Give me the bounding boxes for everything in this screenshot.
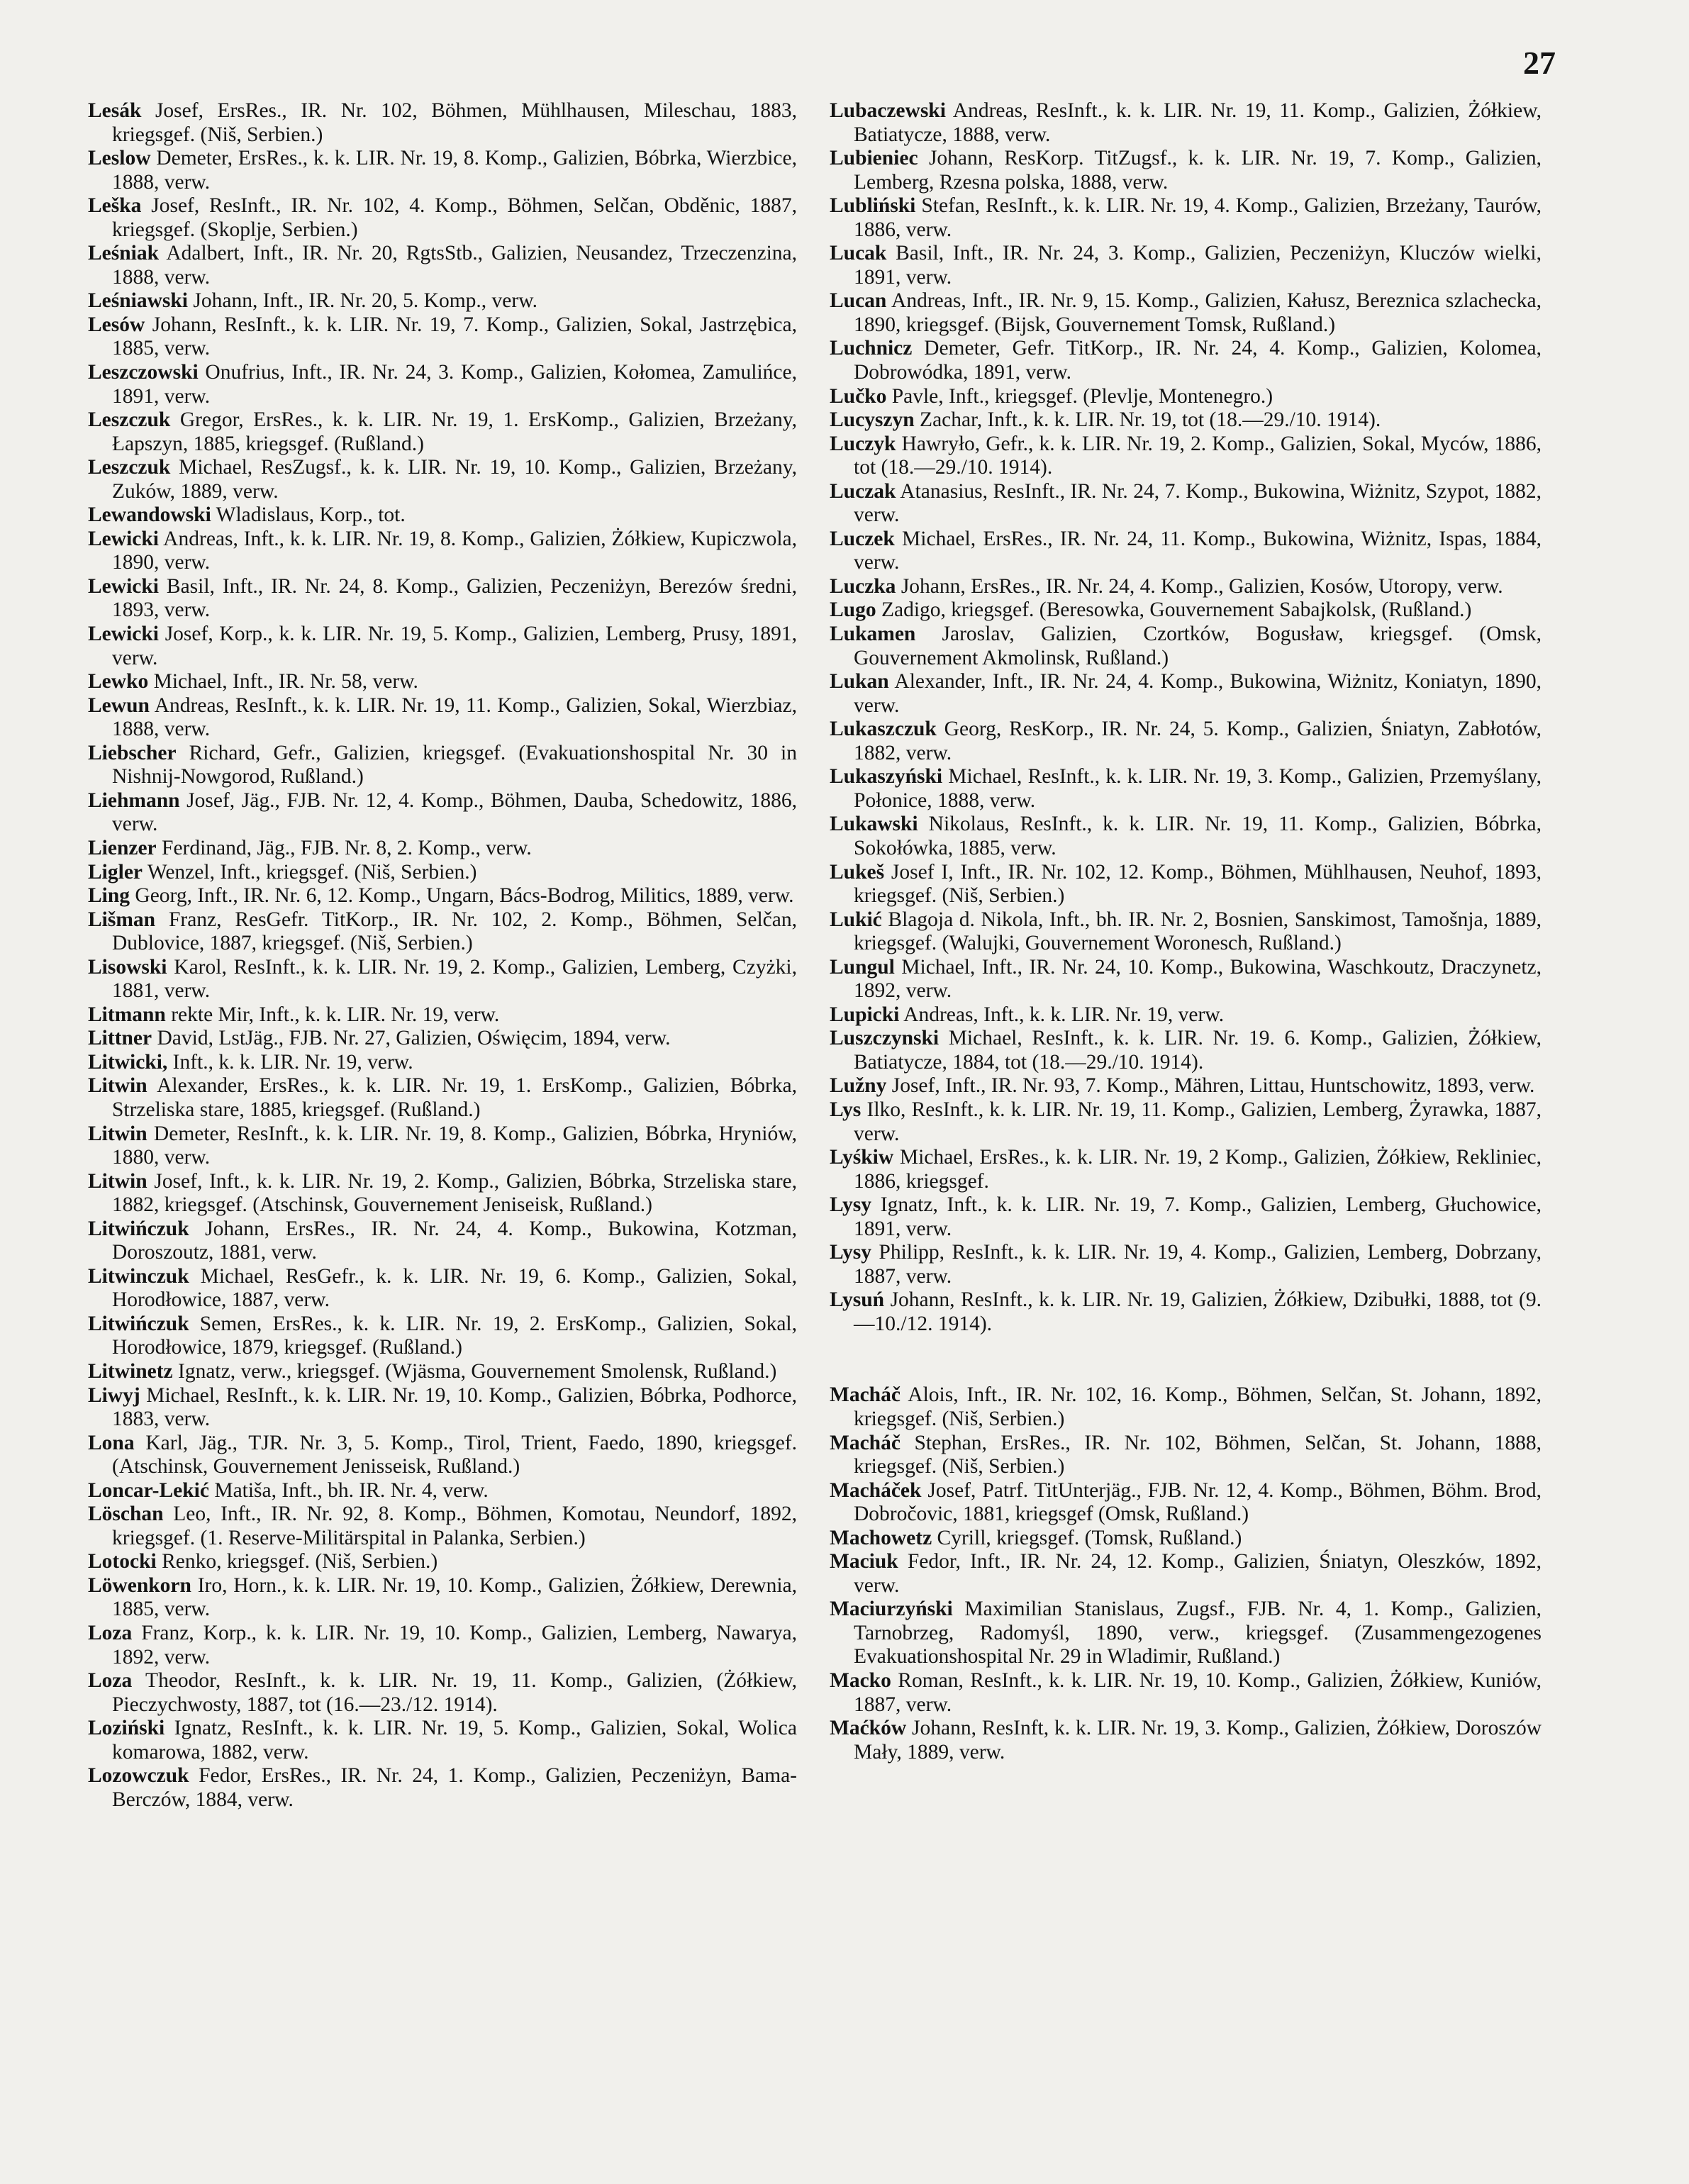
entry-text: Johann, ResKorp. TitZugsf., k. k. LIR. Nr. 19, 7. Komp., Galizien, Lemberg, Rzesna polska, 1888, verw. <box>854 147 1542 194</box>
entry-text: Michael, Inft., IR. Nr. 58, verw. <box>148 670 418 693</box>
entry-text: Nikolaus, ResInft., k. k. LIR. Nr. 19, 11. Komp., Galizien, Bóbrka, Sokołówka, 1885, verw. <box>854 813 1542 859</box>
entry-text: Onufrius, Inft., IR. Nr. 24, 3. Komp., Galizien, Kołomea, Zamulińce, 1891, verw. <box>112 361 797 408</box>
list-entry <box>88 1122 797 1170</box>
entry-name: Maciuk <box>830 1550 898 1573</box>
entry-name: Löwenkorn <box>88 1573 191 1597</box>
list-entry <box>88 908 797 956</box>
entry-name: Macháč <box>830 1383 901 1407</box>
entry-name: Lewandowski <box>88 503 211 527</box>
entry-text: Gregor, ErsRes., k. k. LIR. Nr. 19, 1. ErsKomp., Galizien, Brzeżany, Łapszyn, 1885, kriegsgef. (Rußland.) <box>112 408 797 455</box>
list-entry <box>88 1479 797 1503</box>
entry-text: Andreas, Inft., k. k. LIR. Nr. 19, 8. Komp., Galizien, Żółkiew, Kupiczwola, 1890, verw. <box>112 527 797 574</box>
list-entry <box>830 1288 1542 1336</box>
entry-text: Leo, Inft., IR. Nr. 92, 8. Komp., Böhmen, Komotau, Neundorf, 1892, kriegsgef. (1. Reserve-Militärspital in Palanka, Serbien.) <box>112 1503 797 1549</box>
list-entry <box>88 1027 797 1051</box>
list-entry <box>88 503 797 528</box>
list-entry <box>830 1003 1542 1027</box>
entry-text: Johann, ResInft., k. k. LIR. Nr. 19, 7. Komp., Galizien, Sokal, Jastrzębica, 1885, verw. <box>112 313 797 360</box>
entry-text: Alexander, Inft., IR. Nr. 24, 4. Komp., Bukowina, Wiżnitz, Koniatyn, 1890, verw. <box>854 670 1542 717</box>
entry-text: Georg, ResKorp., IR. Nr. 24, 5. Komp., Galizien, Śniatyn, Zabłotów, 1882, verw. <box>854 718 1542 764</box>
list-entry <box>830 1241 1542 1288</box>
entry-text: Johann, ErsRes., IR. Nr. 24, 4. Komp., Galizien, Kosów, Utoropy, verw. <box>896 574 1503 598</box>
list-entry <box>88 1764 797 1812</box>
entry-name: Lubaczewski <box>830 99 946 122</box>
entry-text: Renko, kriegsgef. (Niš, Serbien.) <box>156 1550 438 1573</box>
list-entry <box>830 765 1542 813</box>
entry-text: Josef, ErsRes., IR. Nr. 102, Böhmen, Mühlhausen, Mileschau, 1883, kriegsgef. (Niš, Serbien.) <box>112 99 797 146</box>
list-entry <box>88 670 797 694</box>
entry-text: Josef, Inft., k. k. LIR. Nr. 19, 2. Komp., Galizien, Bóbrka, Strzeliska stare, 1882, kriegsgef. (Atschinsk, Gouvernement Jeniseisk, Rußland.) <box>112 1169 797 1217</box>
entry-name: Luszczynski <box>830 1027 940 1050</box>
list-entry <box>88 1717 797 1764</box>
entry-text: Fedor, Inft., IR. Nr. 24, 12. Komp., Galizien, Śniatyn, Oleszków, 1892, verw. <box>854 1550 1542 1597</box>
entry-text: Alexander, ErsRes., k. k. LIR. Nr. 19, 1. ErsKomp., Galizien, Bóbrka, Strzeliska stare, 1885, kriegsgef. (Rußland.) <box>112 1074 797 1121</box>
entry-name: Leszczowski <box>88 361 199 384</box>
entry-text: Josef, Inft., IR. Nr. 93, 7. Komp., Mähren, Littau, Huntschowitz, 1893, verw. <box>886 1074 1535 1098</box>
entry-text: Philipp, ResInft., k. k. LIR. Nr. 19, 4. Komp., Galizien, Lemberg, Dobrzany, 1887, verw. <box>854 1241 1542 1288</box>
entry-text: Demeter, Gefr. TitKorp., IR. Nr. 24, 4. Komp., Galizien, Kolomea, Dobrowódka, 1891, verw. <box>854 337 1542 384</box>
entry-name: Lewko <box>88 670 149 693</box>
list-entry <box>830 1717 1542 1764</box>
entry-name: Lysy <box>830 1241 872 1264</box>
list-entry <box>88 1313 797 1360</box>
entry-text: Matiša, Inft., bh. IR. Nr. 4, verw. <box>208 1478 489 1502</box>
list-entry <box>88 884 797 908</box>
entry-text: Theodor, ResInft., k. k. LIR. Nr. 19, 11. Komp., Galizien, (Żółkiew, Pieczychwosty, 1887, tot (16.—23./12. 1914). <box>112 1669 797 1716</box>
entry-text: Michael, Inft., IR. Nr. 24, 10. Komp., Bukowina, Waschkoutz, Draczynetz, 1892, verw. <box>854 955 1542 1003</box>
entry-text: Michael, ErsRes., IR. Nr. 24, 11. Komp., Bukowina, Wiżnitz, Ispas, 1884, verw. <box>854 527 1542 574</box>
entry-name: Leszczuk <box>88 456 171 479</box>
entry-text: Semen, ErsRes., k. k. LIR. Nr. 19, 2. ErsKomp., Galizien, Sokal, Horodłowice, 1879, kriegsgef. (Rußland.) <box>112 1312 797 1359</box>
entry-name: Luchnicz <box>830 337 913 360</box>
list-entry <box>830 385 1542 409</box>
entry-name: Lesák <box>88 99 142 122</box>
list-entry <box>830 623 1542 670</box>
entry-text: Johann, Inft., IR. Nr. 20, 5. Komp., verw. <box>188 289 537 313</box>
list-entry <box>830 528 1542 575</box>
entry-text: Ilko, ResInft., k. k. LIR. Nr. 19, 11. Komp., Galizien, Lemberg, Żyrawka, 1887, verw. <box>854 1098 1542 1145</box>
list-entry <box>88 1051 797 1075</box>
list-entry <box>88 1003 797 1027</box>
entry-name: Lukaszyński <box>830 765 943 789</box>
entry-name: Lucak <box>830 242 887 265</box>
list-entry <box>830 147 1542 194</box>
entry-name: Litwicki, <box>88 1050 168 1074</box>
entry-text: Ferdinand, Jäg., FJB. Nr. 8, 2. Komp., verw. <box>156 836 532 859</box>
list-entry <box>830 670 1542 718</box>
list-entry <box>88 742 797 789</box>
list-entry <box>88 1218 797 1265</box>
entry-text: Andreas, Inft., k. k. LIR. Nr. 19, verw. <box>899 1003 1225 1026</box>
list-entry <box>88 956 797 1003</box>
list-entry <box>830 1193 1542 1241</box>
entry-name: Litwin <box>88 1122 147 1145</box>
entry-text: Michael, ErsRes., k. k. LIR. Nr. 19, 2 Komp., Galizien, Żółkiew, Rekliniec, 1886, kriegsgef. <box>854 1146 1542 1193</box>
entry-text: Roman, ResInft., k. k. LIR. Nr. 19, 10. Komp., Galizien, Żółkiew, Kuniów, 1887, verw. <box>854 1669 1542 1716</box>
list-entry <box>830 433 1542 480</box>
entry-name: Liehmann <box>88 789 180 812</box>
entry-name: Lukan <box>830 670 889 693</box>
list-entry <box>830 1527 1542 1551</box>
entry-name: Leslow <box>88 147 151 170</box>
entry-text: Georg, Inft., IR. Nr. 6, 12. Komp., Ungarn, Bács-Bodrog, Militics, 1889, verw. <box>130 884 794 908</box>
entry-name: Lubieniec <box>830 147 918 170</box>
list-entry <box>88 1074 797 1122</box>
entry-text: Wenzel, Inft., kriegsgef. (Niš, Serbien.) <box>143 860 477 884</box>
list-entry <box>830 194 1542 242</box>
entry-name: Liwyj <box>88 1383 140 1407</box>
entry-name: Luczek <box>830 527 895 550</box>
entry-text: Demeter, ErsRes., k. k. LIR. Nr. 19, 8. Komp., Galizien, Bóbrka, Wierzbice, 1888, verw. <box>112 147 797 194</box>
entry-text: Pavle, Inft., kriegsgef. (Plevlje, Montenegro.) <box>886 384 1273 408</box>
entry-text: Andreas, ResInft., k. k. LIR. Nr. 19, 11. Komp., Galizien, Żółkiew, Batiatycze, 1888, verw. <box>854 99 1542 146</box>
entry-text: Josef, ResInft., IR. Nr. 102, 4. Komp., Böhmen, Selčan, Obděnic, 1887, kriegsgef. (Skoplje, Serbien.) <box>112 194 797 241</box>
entry-text: Johann, ResInft, k. k. LIR. Nr. 19, 3. Komp., Galizien, Żółkiew, Doroszów Mały, 1889, verw. <box>854 1717 1542 1764</box>
list-entry <box>88 1503 797 1550</box>
list-entry <box>830 908 1542 956</box>
list-entry <box>88 1550 797 1574</box>
entry-name: Loza <box>88 1622 133 1644</box>
entry-name: Ling <box>88 884 130 908</box>
entry-name: Litwińczuk <box>88 1217 189 1240</box>
list-entry <box>830 1383 1542 1431</box>
list-entry <box>830 956 1542 1003</box>
entry-name: Lewicki <box>88 527 159 550</box>
entry-text: Franz, ResGefr. TitKorp., IR. Nr. 102, 2. Komp., Böhmen, Selčan, Dublovice, 1887, kriegsgef. (Niš, Serbien.) <box>112 908 797 955</box>
entry-name: Lukeš <box>830 860 885 884</box>
list-entry <box>830 1027 1542 1074</box>
list-entry <box>830 1669 1542 1717</box>
entry-name: Machowetz <box>830 1526 932 1549</box>
entry-name: Macko <box>830 1669 891 1692</box>
entry-name: Luczka <box>830 574 896 598</box>
entry-text: Michael, ResInft., k. k. LIR. Nr. 19. 6. Komp., Galizien, Żółkiew, Batiatycze, 1884, tot (18.—29./10. 1914). <box>854 1027 1542 1074</box>
entry-name: Litwin <box>88 1074 147 1098</box>
list-entry <box>88 456 797 503</box>
list-entry <box>88 194 797 242</box>
list-entry <box>830 408 1542 433</box>
entry-text: Ignatz, ResInft., k. k. LIR. Nr. 19, 5. Komp., Galizien, Sokal, Wolica komarowa, 1882, verw. <box>112 1717 797 1764</box>
entry-name: Lukamen <box>830 623 916 646</box>
entry-name: Loziński <box>88 1717 165 1740</box>
entry-name: Lučko <box>830 384 887 408</box>
list-entry <box>830 337 1542 384</box>
list-entry <box>88 1432 797 1479</box>
entry-text: Josef, Patrf. TitUnterjäg., FJB. Nr. 12, 4. Komp., Böhmen, Böhm. Brod, Dobročovic, 1881, kriegsgef (Omsk, Rußland.) <box>854 1478 1542 1526</box>
entry-name: Lesów <box>88 313 145 336</box>
entry-name: Lienzer <box>88 836 157 859</box>
entry-name: Lupicki <box>830 1003 900 1026</box>
page-number: 27 <box>1523 45 1556 81</box>
list-entry <box>830 598 1542 623</box>
entry-name: Litwin <box>88 1169 147 1193</box>
entry-text: Jaroslav, Galizien, Czortków, Bogusław, kriegsgef. (Omsk, Gouvernement Akmolinsk, Rußland.) <box>854 623 1542 669</box>
list-entry <box>830 575 1542 599</box>
list-entry <box>88 242 797 289</box>
entry-text: Alois, Inft., IR. Nr. 102, 16. Komp., Böhmen, Selčan, St. Johann, 1892, kriegsgef. (Niš, Serbien.) <box>854 1383 1542 1430</box>
list-entry <box>88 313 797 361</box>
list-entry <box>88 289 797 313</box>
entry-text: Michael, ResInft., k. k. LIR. Nr. 19, 10. Komp., Galizien, Bóbrka, Podhorce, 1883, verw. <box>112 1383 797 1431</box>
list-entry <box>88 1360 797 1384</box>
entry-text: Johann, ResInft., k. k. LIR. Nr. 19, Galizien, Żółkiew, Dzibułki, 1888, tot (9.—10./12. 1914). <box>854 1288 1542 1335</box>
entry-text: Adalbert, Inft., IR. Nr. 20, RgtsStb., Galizien, Neusandez, Trzeczenzina, 1888, verw. <box>112 242 797 289</box>
right-column <box>830 99 1542 1764</box>
list-entry <box>88 575 797 623</box>
list-entry <box>88 147 797 194</box>
entry-name: Macháč <box>830 1431 901 1454</box>
list-entry <box>88 1170 797 1218</box>
entry-text: Stephan, ErsRes., IR. Nr. 102, Böhmen, Selčan, St. Johann, 1888, kriegsgef. (Niš, Serbien.) <box>854 1431 1542 1478</box>
entry-text: Johann, ErsRes., IR. Nr. 24, 4. Komp., Bukowina, Kotzman, Doroszoutz, 1881, verw. <box>112 1217 797 1264</box>
entry-name: Lys <box>830 1098 862 1121</box>
list-entry <box>830 289 1542 337</box>
list-entry <box>830 1432 1542 1479</box>
entry-text: Franz, Korp., k. k. LIR. Nr. 19, 10. Komp., Galizien, Lemberg, Nawarya, 1892, verw. <box>112 1622 797 1668</box>
entry-text: Basil, Inft., IR. Nr. 24, 8. Komp., Galizien, Peczeniżyn, Berezów średni, 1893, verw. <box>112 574 797 622</box>
entry-name: Löschan <box>88 1503 164 1526</box>
list-entry <box>88 99 797 147</box>
list-entry <box>830 1074 1542 1098</box>
entry-text: Michael, ResInft., k. k. LIR. Nr. 19, 3. Komp., Galizien, Przemyślany, Połonice, 1888, verw. <box>854 765 1542 812</box>
section-gap <box>830 1336 1542 1383</box>
entry-name: Lewicki <box>88 574 159 598</box>
list-entry <box>88 837 797 861</box>
entry-name: Lyśkiw <box>830 1146 894 1169</box>
entry-name: Lucyszyn <box>830 408 915 432</box>
entry-text: Michael, ResZugsf., k. k. LIR. Nr. 19, 10. Komp., Galizien, Brzeżany, Zuków, 1889, verw. <box>112 456 797 503</box>
list-entry <box>88 528 797 575</box>
list-entry <box>88 789 797 837</box>
entry-name: Luczyk <box>830 432 896 455</box>
list-entry <box>830 1479 1542 1527</box>
entry-text: Zachar, Inft., k. k. LIR. Nr. 19, tot (18.—29./10. 1914). <box>914 408 1381 432</box>
list-entry <box>830 99 1542 147</box>
entry-name: Lotocki <box>88 1550 157 1573</box>
entry-text: Inft., k. k. LIR. Nr. 19, verw. <box>167 1050 413 1074</box>
entry-name: Leśniawski <box>88 289 188 313</box>
entry-text: Michael, ResGefr., k. k. LIR. Nr. 19, 6. Komp., Galizien, Sokal, Horodłowice, 1887, verw. <box>112 1264 797 1312</box>
list-entry <box>88 1669 797 1717</box>
list-entry <box>88 1622 797 1669</box>
entry-name: Lewicki <box>88 623 159 646</box>
entry-name: Leśniak <box>88 242 160 265</box>
entry-text: Iro, Horn., k. k. LIR. Nr. 19, 10. Komp., Galizien, Żółkiew, Derewnia, 1885, verw. <box>112 1573 797 1621</box>
entry-text: Zadigo, kriegsgef. (Beresowka, Gouvernement Sabajkolsk, (Rußland.) <box>876 598 1472 622</box>
list-entry <box>830 813 1542 860</box>
entry-text: rekte Mir, Inft., k. k. LIR. Nr. 19, verw. <box>165 1003 500 1026</box>
entry-text: Ignatz, Inft., k. k. LIR. Nr. 19, 7. Komp., Galizien, Lemberg, Głuchowice, 1891, verw. <box>854 1193 1542 1240</box>
entry-name: Lubliński <box>830 194 916 218</box>
list-entry <box>830 718 1542 765</box>
entry-text: Karl, Jäg., TJR. Nr. 3, 5. Komp., Tirol, Trient, Faedo, 1890, kriegsgef. (Atschinsk, Gouvernement Jenisseisk, Rußland.) <box>112 1431 797 1478</box>
list-entry <box>830 480 1542 528</box>
entry-name: Lužny <box>830 1074 887 1098</box>
entry-name: Littner <box>88 1027 152 1050</box>
entry-text: Josef, Jäg., FJB. Nr. 12, 4. Komp., Böhmen, Dauba, Schedowitz, 1886, verw. <box>112 789 797 836</box>
entry-name: Luczak <box>830 479 896 503</box>
entry-text: Andreas, ResInft., k. k. LIR. Nr. 19, 11. Komp., Galizien, Sokal, Wierzbiaz, 1888, verw. <box>112 693 797 741</box>
entry-text: Ignatz, verw., kriegsgef. (Wjäsma, Gouvernement Smolensk, Rußland.) <box>172 1359 777 1383</box>
entry-name: Litmann <box>88 1003 166 1026</box>
list-entry <box>88 408 797 456</box>
entry-name: Lišman <box>88 908 156 931</box>
entry-name: Litwińczuk <box>88 1312 189 1335</box>
entry-name: Lungul <box>830 955 895 979</box>
entry-text: Maximilian Stanislaus, Zugsf., FJB. Nr. 4, 1. Komp., Galizien, Tarnobrzeg, Radomyśl, 1890, verw., kriegsgef. (Zusammengezogenes Evakuationshospital Nr. 29 in Wladimir, Rußland.) <box>854 1598 1542 1668</box>
list-entry <box>830 1598 1542 1669</box>
list-entry <box>88 1574 797 1622</box>
list-entry <box>830 1098 1542 1146</box>
entry-text: Atanasius, ResInft., IR. Nr. 24, 7. Komp., Bukowina, Wiżnitz, Szypot, 1882, verw. <box>854 479 1542 527</box>
entry-name: Macháček <box>830 1478 922 1502</box>
entry-name: Lysuń <box>830 1288 885 1312</box>
entry-text: Stefan, ResInft., k. k. LIR. Nr. 19, 4. Komp., Galizien, Brzeżany, Taurów, 1886, verw. <box>854 194 1542 241</box>
entry-name: Maćków <box>830 1717 907 1740</box>
entry-text: Fedor, ErsRes., IR. Nr. 24, 1. Komp., Galizien, Peczeniżyn, Bama-Berczów, 1884, verw. <box>112 1764 797 1811</box>
entry-name: Lukawski <box>830 813 918 836</box>
entry-name: Liebscher <box>88 741 177 764</box>
entry-text: Richard, Gefr., Galizien, kriegsgef. (Evakuationshospital Nr. 30 in Nishnij-Nowgorod, Rußland.) <box>112 741 797 789</box>
list-entry <box>88 694 797 742</box>
list-entry <box>830 861 1542 908</box>
entry-name: Maciurzyński <box>830 1598 953 1621</box>
entry-name: Ligler <box>88 860 143 884</box>
entry-name: Leška <box>88 194 142 218</box>
entry-text: Josef, Korp., k. k. LIR. Nr. 19, 5. Komp., Galizien, Lemberg, Prusy, 1891, verw. <box>112 623 797 669</box>
list-entry <box>830 242 1542 289</box>
entry-name: Lewun <box>88 693 150 717</box>
entry-text: Cyrill, kriegsgef. (Tomsk, Rußland.) <box>932 1526 1242 1549</box>
list-entry <box>88 361 797 408</box>
list-entry <box>88 623 797 670</box>
entry-name: Lugo <box>830 598 876 622</box>
entry-name: Lucan <box>830 289 887 313</box>
entry-text: Basil, Inft., IR. Nr. 24, 3. Komp., Galizien, Peczeniżyn, Kluczów wielki, 1891, verw. <box>854 242 1542 289</box>
list-entry <box>830 1146 1542 1193</box>
list-entry <box>88 861 797 885</box>
left-column <box>88 99 797 1812</box>
entry-text: Wladislaus, Korp., tot. <box>211 503 406 527</box>
list-entry <box>88 1265 797 1313</box>
entry-text: Andreas, Inft., IR. Nr. 9, 15. Komp., Galizien, Kałusz, Bereznica szlachecka, 1890, kriegsgef. (Bijsk, Gouvernement Tomsk, Rußland.) <box>854 289 1542 336</box>
entry-name: Litwinczuk <box>88 1264 189 1288</box>
entry-name: Lukić <box>830 908 882 931</box>
entry-name: Lisowski <box>88 955 167 979</box>
list-entry <box>830 1550 1542 1598</box>
entry-name: Loncar-Lekić <box>88 1478 209 1502</box>
entry-name: Loza <box>88 1669 133 1693</box>
entry-text: Demeter, ResInft., k. k. LIR. Nr. 19, 8. Komp., Galizien, Bóbrka, Hryniów, 1880, verw. <box>112 1122 797 1169</box>
entry-name: Litwinetz <box>88 1359 173 1383</box>
entry-text: Josef I, Inft., IR. Nr. 102, 12. Komp., Böhmen, Mühlhausen, Neuhof, 1893, kriegsgef. (Niš, Serbien.) <box>854 860 1542 908</box>
entry-text: Karol, ResInft., k. k. LIR. Nr. 19, 2. Komp., Galizien, Lemberg, Czyżki, 1881, verw. <box>112 955 797 1003</box>
entry-name: Lukaszczuk <box>830 718 937 741</box>
entry-text: Blagoja d. Nikola, Inft., bh. IR. Nr. 2, Bosnien, Sanskimost, Tamošnja, 1889, kriegsgef. (Walujki, Gouvernement Woronesch, Rußland.) <box>854 908 1542 955</box>
entry-text: David, LstJäg., FJB. Nr. 27, Galizien, Oświęcim, 1894, verw. <box>152 1027 671 1050</box>
entry-name: Lona <box>88 1431 135 1454</box>
entry-text: Hawryło, Gefr., k. k. LIR. Nr. 19, 2. Komp., Galizien, Sokal, Myców, 1886, tot (18.—29./10. 1914). <box>854 432 1542 479</box>
entry-name: Lysy <box>830 1193 872 1217</box>
entry-name: Lozowczuk <box>88 1764 189 1788</box>
entry-name: Leszczuk <box>88 408 171 432</box>
list-entry <box>88 1384 797 1432</box>
